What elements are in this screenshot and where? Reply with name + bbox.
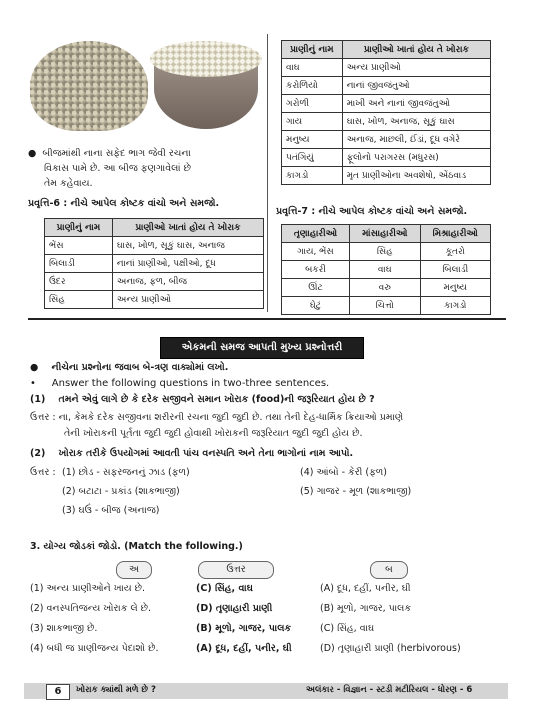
match-answer: (A) દૂધ, દહીં, પનીર, ઘી xyxy=(196,643,292,654)
answer-1-line1: ઉત્તર : ના, કેમકે દરેક સજીવના શરીરની રચના જુદી જુદી છે. તથા તેની દેહ-ધાર્મિક ક્રિયાઓ પ્રમાણે xyxy=(30,412,404,423)
seed-bullet-line3: તેમ કહેવાય. xyxy=(44,178,93,189)
col-header: પ્રાણીનું નામ xyxy=(282,41,343,59)
left-food-table xyxy=(44,218,264,309)
answer-2-item: (5) ગાજર - મૂળ (શાકભાજી) xyxy=(300,486,412,497)
match-a-item: (2) વનસ્પતિજન્ય ખોરાક લે છે. xyxy=(30,603,152,614)
cell: અનાજ, ફળ, બીજ xyxy=(112,273,263,291)
footer-publisher: અલંકાર - વિજ્ઞાન - સ્ટડી મટીરિયલ - ધોરણ - 6 xyxy=(306,685,473,695)
match-b-item: (C) સિંહ, વાઘ xyxy=(320,623,375,634)
match-title: 3. યોગ્ય જોડકાં જોડો. (Match the following.) xyxy=(30,541,243,552)
question-number: (1) xyxy=(30,394,46,405)
answer-2-item: (2) બટાટા - પ્રકાંડ (શાકભાજી) xyxy=(62,486,180,497)
col-header: પ્રાણીઓ ખાતાં હોય તે ખોરાક xyxy=(342,41,490,59)
cell: વાઘ xyxy=(349,261,420,279)
instruction-gujarati-text: નીચેના પ્રશ્નોના જવાબ બે-ત્રણ વાક્યોમાં લખો. xyxy=(51,362,229,373)
cell: ઘાસ, ખોળ, અનાજ, સૂકું ઘાસ xyxy=(342,113,490,131)
match-b-item: (A) દૂધ, દહીં, પનીર, ઘી xyxy=(320,583,411,594)
column-a-header: અ xyxy=(116,561,152,579)
match-answer: (C) સિંહ, વાઘ xyxy=(196,583,253,594)
cell: કૂતરો xyxy=(420,243,490,261)
table-row xyxy=(282,243,491,261)
answer-1-line2: તેની ખોરાકની પૂર્તતા જુદી જુદી હોવાથી ખોરાકની જરૂરિયાત જુદી જુદી હોય છે. xyxy=(64,428,363,439)
cell: ગરોળી xyxy=(282,95,343,113)
cell: બિલાડી xyxy=(45,255,113,273)
table-row xyxy=(282,297,491,315)
table-row xyxy=(282,77,491,95)
cell: બિલાડી xyxy=(420,261,490,279)
seeds-photo xyxy=(28,35,260,135)
table-row xyxy=(282,131,491,149)
sprouted-seeds-image xyxy=(150,41,262,77)
question-2 xyxy=(30,448,353,459)
answer-2-item: (3) ઘઉં - બીજ (અનાજ) xyxy=(62,505,160,516)
question-text: તમને એવું લાગે છે કે દરેક સજીવને સમાન ખોરાક (food)ની જરૂરિયાત હોય છે ? xyxy=(58,394,375,405)
section-banner: એકમની સમજ આપતી મુખ્ય પ્રશ્નોત્તરી xyxy=(160,337,364,359)
cell: નાનાં જીવજંતુઓ xyxy=(342,77,490,95)
page-number: 6 xyxy=(46,684,70,700)
match-b-item: (D) તૃણાહારી પ્રાણી (herbivorous) xyxy=(320,643,461,654)
seed-bullet-line2: વિકાસ પામે છે. આ બીજ ફણગાવેલાં છે xyxy=(44,163,191,174)
answer-column-header: ઉત્તર xyxy=(198,561,274,579)
cell: ઘેટું xyxy=(282,297,350,315)
table-row xyxy=(282,167,491,185)
cell: પતંગિયું xyxy=(282,149,343,167)
instruction-gujarati: ● નીચેના પ્રશ્નોના જવાબ બે-ત્રણ વાક્યોમાં લખો. xyxy=(30,362,229,373)
activity7-heading: પ્રવૃત્તિ-7 : નીચે આપેલ કોષ્ટક વાંચો અને સમજો. xyxy=(276,206,468,217)
dry-seeds-image xyxy=(30,41,148,131)
match-b-item: (B) મૂળો, ગાજર, પાલક xyxy=(320,603,412,614)
table-row xyxy=(282,279,491,297)
cell: ઘાસ, ખોળ, સૂકું ઘાસ, અનાજ xyxy=(112,237,263,255)
table-row xyxy=(282,261,491,279)
cell: કરોળિયો xyxy=(282,77,343,95)
question-text: ખોરાક તરીકે ઉપયોગમાં આવતી પાંચ વનસ્પતિ અને તેના ભાગોનાં નામ આપો. xyxy=(58,448,354,459)
cell: અન્ય પ્રાણીઓ xyxy=(342,59,490,77)
activity6-heading: પ્રવૃત્તિ-6 : નીચે આપેલ કોષ્ટક વાંચો અને સમજો. xyxy=(28,198,220,209)
section-divider xyxy=(28,318,506,320)
match-a-item: (3) શાકભાજી છે. xyxy=(30,623,98,634)
cell: બકરી xyxy=(282,261,350,279)
seed-bullet: ● બીજમાંથી નાના સફેદ ભાગ જેવી રચના વિકાસ પામે છે. આ બીજ ફણગાવેલાં છે તેમ કહેવાય. xyxy=(28,146,264,191)
cell: ગાય xyxy=(282,113,343,131)
cell: અન્ય પ્રાણીઓ xyxy=(112,291,263,309)
cell: કાગડો xyxy=(420,297,490,315)
table-row xyxy=(282,149,491,167)
col-header: તૃણાહારીઓ xyxy=(282,225,350,243)
table-row xyxy=(45,273,264,291)
col-header: પ્રાણીઓ ખાતાં હોય તે ખોરાક xyxy=(112,219,263,237)
page-footer xyxy=(24,683,508,699)
answer-2-label: ઉત્તર : xyxy=(30,467,56,478)
seed-bullet-line1: બીજમાંથી નાના સફેદ ભાગ જેવી રચના xyxy=(42,148,191,159)
cell: વાઘ xyxy=(282,59,343,77)
cell: અનાજ, માછલી, ઈંડાં, દૂધ વગેરે xyxy=(342,131,490,149)
cell: ફૂલોનો પરાગરસ (મધુરસ) xyxy=(342,149,490,167)
cell: મૃત પ્રાણીઓના અવશેષો, એંઠવાડ xyxy=(342,167,490,185)
instruction-english-text: Answer the following questions in two-three sentences. xyxy=(51,378,330,389)
question-number: (2) xyxy=(30,448,46,459)
cell: સિંહ xyxy=(45,291,113,309)
answer-2-item: (1) છોડ - સફરજનનું ઝાડ (ફળ) xyxy=(62,467,190,478)
cell: સિંહ xyxy=(349,243,420,261)
match-answer: (B) મૂળો, ગાજર, પાલક xyxy=(196,623,292,634)
cell: કાગડો xyxy=(282,167,343,185)
diet-type-table xyxy=(281,224,491,315)
table-row xyxy=(282,95,491,113)
cell: નાનાં પ્રાણીઓ, પક્ષીઓ, દૂધ xyxy=(112,255,263,273)
match-a-item: (1) અન્ય પ્રાણીઓને ખાય છે. xyxy=(30,583,146,594)
cell: મનુષ્ય xyxy=(420,279,490,297)
answer-2-item: (4) આંબો - કેરી (ફળ) xyxy=(300,467,387,478)
col-header: માંસાહારીઓ xyxy=(349,225,420,243)
cell: માખી અને નાનાં જીવજંતુઓ xyxy=(342,95,490,113)
table-row xyxy=(45,237,264,255)
instruction-english: • Answer the following questions in two-three sentences. xyxy=(30,378,330,389)
col-header: પ્રાણીનું નામ xyxy=(45,219,113,237)
question-1 xyxy=(30,394,375,405)
cell: ઊંટ xyxy=(282,279,350,297)
cell: વરુ xyxy=(349,279,420,297)
table-row xyxy=(282,59,491,77)
cell: ચિત્તો xyxy=(349,297,420,315)
cell: ઉંદર xyxy=(45,273,113,291)
table-row xyxy=(45,291,264,309)
footer-chapter: ખોરાક ક્યાંથી મળે છે ? xyxy=(76,685,156,695)
column-divider xyxy=(267,34,268,312)
table-row xyxy=(45,255,264,273)
table-row xyxy=(282,113,491,131)
cell: ગાય, ભેંસ xyxy=(282,243,350,261)
cell: મનુષ્ય xyxy=(282,131,343,149)
match-answer: (D) તૃણાહારી પ્રાણી xyxy=(196,603,273,614)
column-b-header: બ xyxy=(370,561,408,579)
right-food-table xyxy=(281,40,491,185)
cell: ભેંસ xyxy=(45,237,113,255)
match-a-item: (4) બધી જ પ્રાણીજન્ય પેદાશો છે. xyxy=(30,643,159,654)
col-header: મિશ્રાહારીઓ xyxy=(420,225,490,243)
